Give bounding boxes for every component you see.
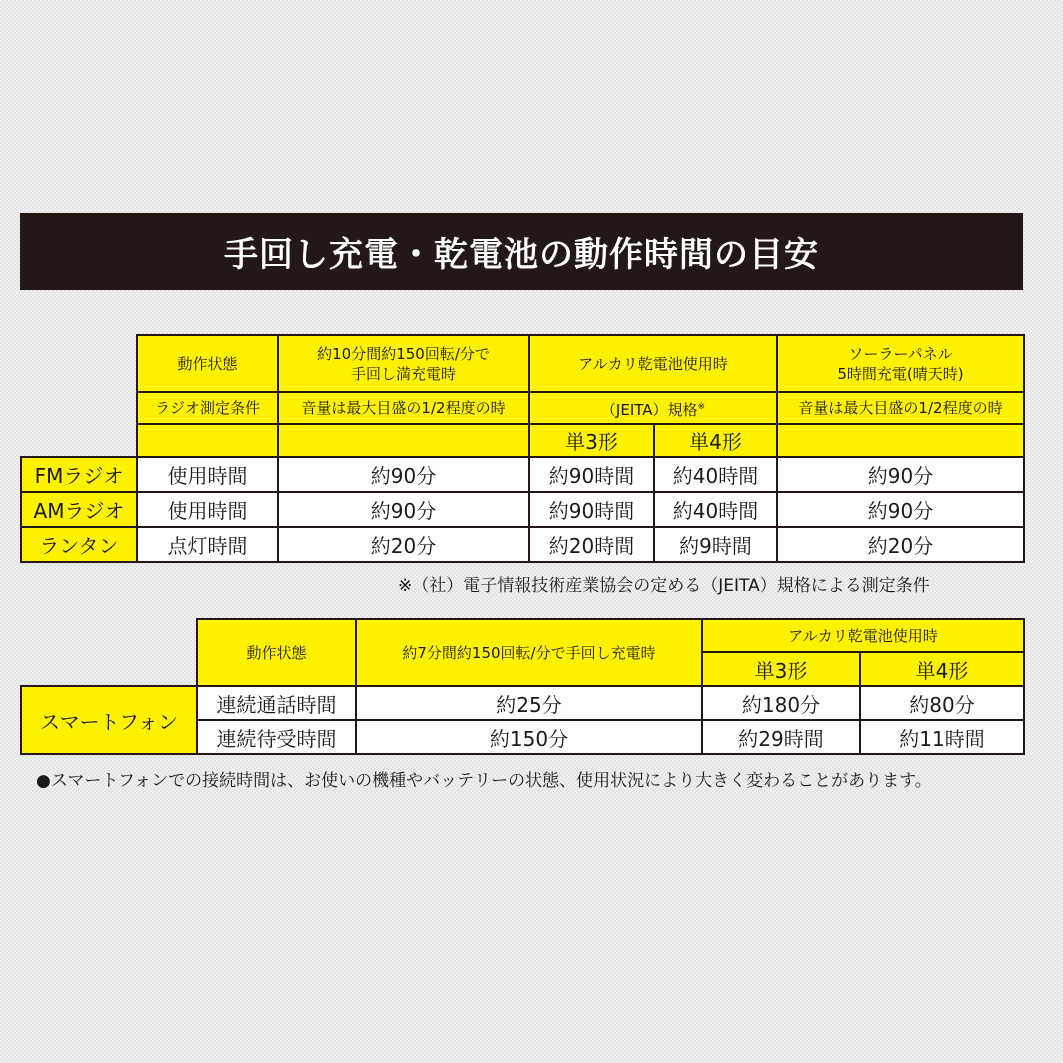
page-title: 手回し充電・乾電池の動作時間の目安	[20, 213, 1023, 290]
corner-blank	[21, 392, 137, 424]
solar-value: 約90分	[777, 492, 1024, 527]
hand-crank-line1: 約10分間約150回転/分で	[317, 344, 490, 363]
row-label: FMラジオ	[21, 457, 137, 492]
aa-value: 約90時間	[529, 457, 654, 492]
hand-value: 約150分	[356, 720, 702, 754]
header-status-label: 動作状態	[137, 335, 278, 392]
hand-crank-condition: 音量は最大目盛の1/2程度の時	[278, 392, 529, 424]
radio-operation-table	[20, 334, 1025, 563]
row-label: AMラジオ	[21, 492, 137, 527]
header-solar	[777, 335, 1024, 392]
jeita-text: （JEITA）規格	[600, 400, 698, 419]
solar-condition: 音量は最大目盛の1/2程度の時	[777, 392, 1024, 424]
solar-line2: 5時間充電(晴天時)	[837, 364, 964, 383]
hand-value: 約90分	[278, 457, 529, 492]
solar-line1: ソーラーパネル	[848, 344, 953, 363]
device-label: スマートフォン	[21, 686, 197, 754]
jeita-footnote: ※（社）電子情報技術産業協会の定める（JEITA）規格による測定条件	[398, 576, 930, 596]
row-label: ランタン	[21, 527, 137, 562]
aa-value: 約20時間	[529, 527, 654, 562]
row-type: 連続通話時間	[197, 686, 356, 720]
jeita-condition	[529, 392, 777, 424]
hand-value: 約25分	[356, 686, 702, 720]
aa-value: 約29時間	[702, 720, 860, 754]
smartphone-operation-table	[20, 618, 1025, 755]
header-hand-crank	[278, 335, 529, 392]
row-type: 使用時間	[137, 457, 278, 492]
aa-value: 約180分	[702, 686, 860, 720]
hand-value: 約90分	[278, 492, 529, 527]
hand-crank-line2: 手回し満充電時	[350, 364, 456, 383]
solar-value: 約20分	[777, 527, 1024, 562]
header-alkaline: アルカリ乾電池使用時	[529, 335, 777, 392]
jeita-mark: ※	[697, 401, 706, 412]
corner-blank	[21, 335, 137, 392]
hand-value: 約20分	[278, 527, 529, 562]
empty-header-cell	[777, 424, 1024, 457]
header-aaa: 単4形	[654, 424, 777, 457]
aaa-value: 約40時間	[654, 492, 777, 527]
header-radio-condition: ラジオ測定条件	[137, 392, 278, 424]
corner-blank	[21, 619, 197, 652]
header-aa: 単3形	[702, 652, 860, 686]
empty-header-cell	[137, 424, 278, 457]
header-aaa: 単4形	[860, 652, 1024, 686]
aaa-value: 約11時間	[860, 720, 1024, 754]
header-hand-crank: 約7分間約150回転/分で手回し充電時	[356, 619, 702, 686]
aaa-value: 約80分	[860, 686, 1024, 720]
table-row	[21, 527, 1024, 562]
header-status-label: 動作状態	[197, 619, 356, 686]
aa-value: 約90時間	[529, 492, 654, 527]
aaa-value: 約9時間	[654, 527, 777, 562]
header-alkaline: アルカリ乾電池使用時	[702, 619, 1024, 652]
table-row	[21, 492, 1024, 527]
solar-value: 約90分	[777, 457, 1024, 492]
row-type: 点灯時間	[137, 527, 278, 562]
table-row	[21, 457, 1024, 492]
row-type: 連続待受時間	[197, 720, 356, 754]
smartphone-note: ●スマートフォンでの接続時間は、お使いの機種やバッテリーの状態、使用状況により大きく変わることがあります。	[36, 771, 932, 791]
corner-blank	[21, 424, 137, 457]
empty-header-cell	[278, 424, 529, 457]
aaa-value: 約40時間	[654, 457, 777, 492]
row-type: 使用時間	[137, 492, 278, 527]
header-aa: 単3形	[529, 424, 654, 457]
corner-blank	[21, 652, 197, 686]
table-row	[21, 686, 1024, 720]
